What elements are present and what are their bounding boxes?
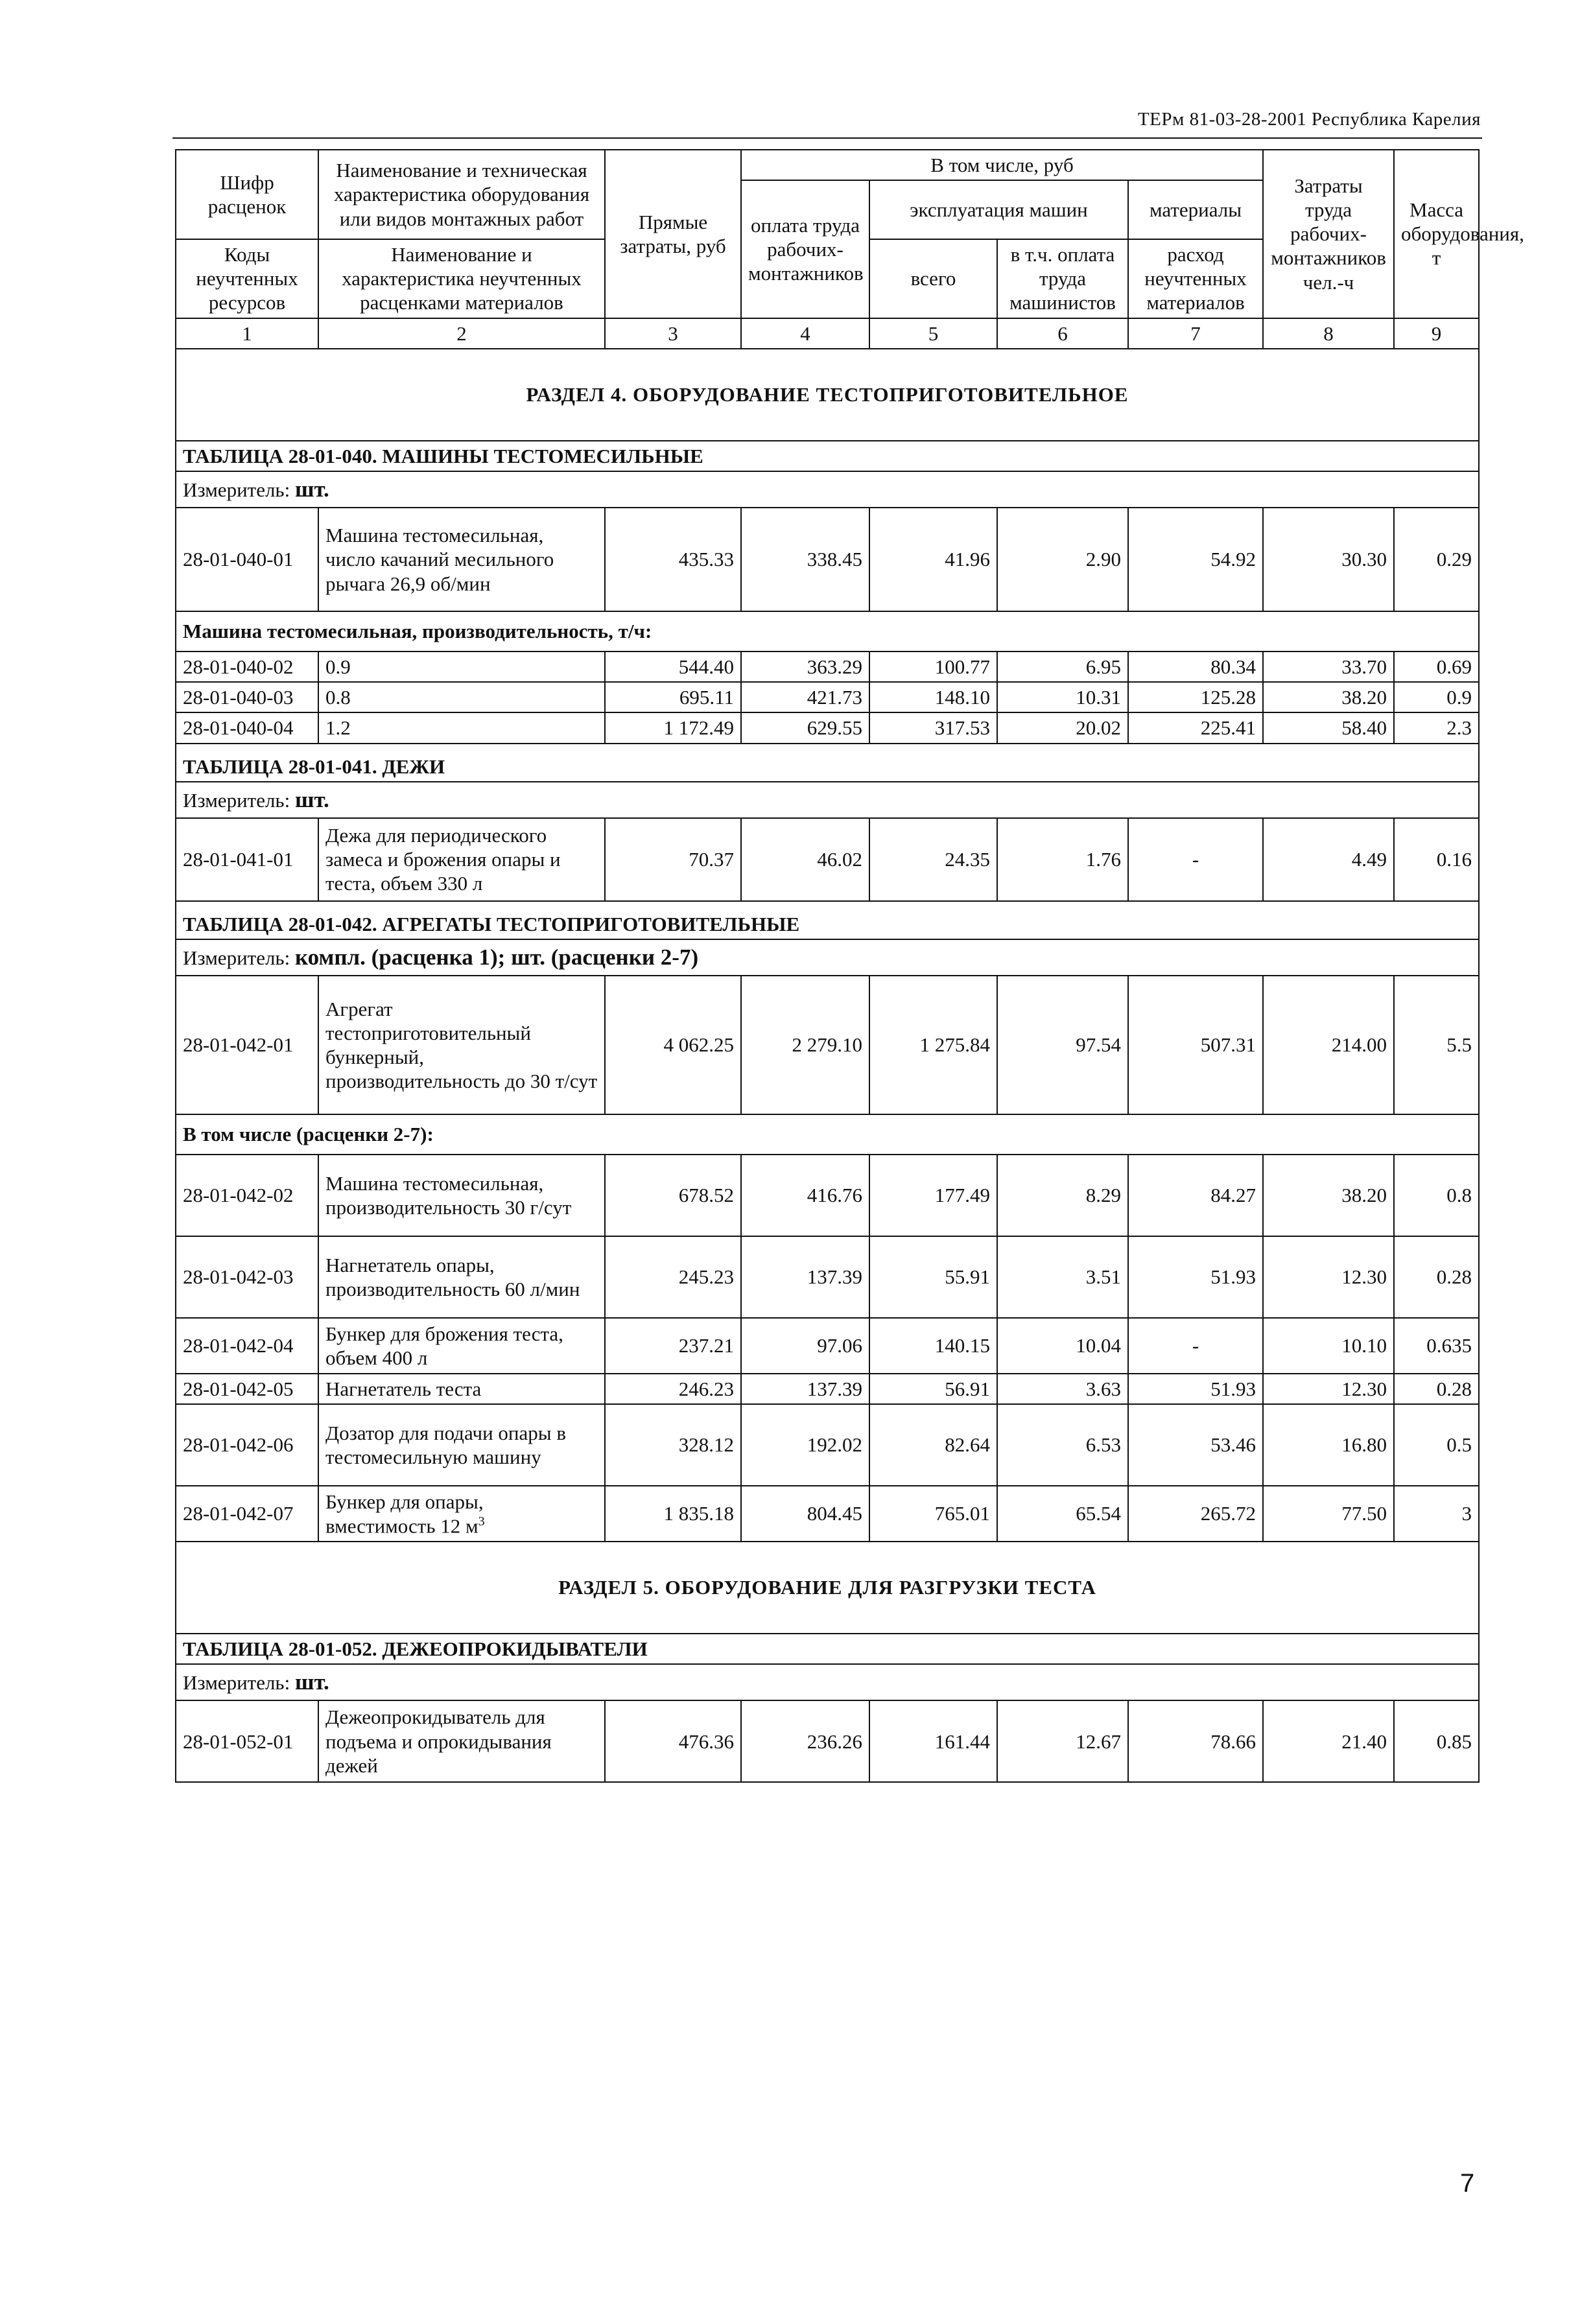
col-number: 5 xyxy=(869,318,997,349)
table-052-measure-row xyxy=(176,1664,1479,1700)
materials: 80.34 xyxy=(1128,651,1263,682)
header-rule xyxy=(172,137,1482,139)
direct-costs: 4 062.25 xyxy=(605,976,741,1114)
machines-total: 148.10 xyxy=(869,682,997,712)
materials: 54.92 xyxy=(1128,508,1263,611)
labor-pay: 416.76 xyxy=(741,1155,869,1236)
rate-name: Нагнетатель опары, производительность 60 л/мин xyxy=(318,1236,605,1318)
col-materials-sub-header: расход неучтенных материалов xyxy=(1128,239,1263,318)
machines-total: 41.96 xyxy=(869,508,997,611)
rate-name xyxy=(318,1486,605,1542)
table-row xyxy=(176,818,1479,901)
rate-name: 1.2 xyxy=(318,712,605,743)
direct-costs: 70.37 xyxy=(605,818,741,901)
labor-hours: 38.20 xyxy=(1263,1155,1394,1236)
direct-costs: 678.52 xyxy=(605,1155,741,1236)
labor-pay: 46.02 xyxy=(741,818,869,901)
rate-code: 28-01-052-01 xyxy=(176,1700,318,1782)
materials: - xyxy=(1128,1318,1263,1374)
labor-hours: 16.80 xyxy=(1263,1404,1394,1486)
table-row xyxy=(176,1700,1479,1782)
table-052-title-row xyxy=(176,1634,1479,1664)
labor-hours: 4.49 xyxy=(1263,818,1394,901)
table-row xyxy=(176,1318,1479,1374)
labor-hours: 10.10 xyxy=(1263,1318,1394,1374)
section-4-row xyxy=(176,349,1479,441)
table-040-title-row xyxy=(176,441,1479,471)
measure-unit: шт. xyxy=(294,1669,329,1695)
mass: 2.3 xyxy=(1394,712,1479,743)
mass: 3 xyxy=(1394,1486,1479,1542)
direct-costs: 237.21 xyxy=(605,1318,741,1374)
materials: 125.28 xyxy=(1128,682,1263,712)
col-materials-header: материалы xyxy=(1128,180,1263,239)
measure-unit: шт. xyxy=(294,786,329,812)
col-number: 1 xyxy=(176,318,318,349)
col-name-header: Наименование и техническая характеристика оборудования или видов монтажных работ xyxy=(318,150,605,239)
rate-name: Агрегат тестоприготовительный бункерный, производительность до 30 т/сут xyxy=(318,976,605,1114)
machines-total: 161.44 xyxy=(869,1700,997,1782)
machinist-pay: 10.31 xyxy=(997,682,1128,712)
materials: 507.31 xyxy=(1128,976,1263,1114)
col-number: 9 xyxy=(1394,318,1479,349)
machines-total: 765.01 xyxy=(869,1486,997,1542)
materials: 51.93 xyxy=(1128,1236,1263,1318)
rate-code: 28-01-042-05 xyxy=(176,1374,318,1404)
machines-total: 24.35 xyxy=(869,818,997,901)
machinist-pay: 6.95 xyxy=(997,651,1128,682)
section-5-row xyxy=(176,1542,1479,1634)
labor-pay: 804.45 xyxy=(741,1486,869,1542)
labor-pay: 363.29 xyxy=(741,651,869,682)
machinist-pay: 3.63 xyxy=(997,1374,1128,1404)
direct-costs: 544.40 xyxy=(605,651,741,682)
measure-unit: компл. (расценка 1); шт. (расценки 2-7) xyxy=(294,944,699,970)
machinist-pay: 65.54 xyxy=(997,1486,1128,1542)
rate-code: 28-01-042-02 xyxy=(176,1155,318,1236)
table-row xyxy=(176,1155,1479,1236)
materials: 51.93 xyxy=(1128,1374,1263,1404)
rate-code: 28-01-040-04 xyxy=(176,712,318,743)
col-number: 8 xyxy=(1263,318,1394,349)
col-number: 6 xyxy=(997,318,1128,349)
machines-total: 56.91 xyxy=(869,1374,997,1404)
rate-code: 28-01-042-03 xyxy=(176,1236,318,1318)
machinist-pay: 3.51 xyxy=(997,1236,1128,1318)
table-042-subtitle: В том числе (расценки 2-7): xyxy=(176,1114,1479,1155)
col-cipher-header: Шифр расценок xyxy=(176,150,318,239)
mass: 0.28 xyxy=(1394,1374,1479,1404)
rate-code: 28-01-042-04 xyxy=(176,1318,318,1374)
section-5-title: РАЗДЕЛ 5. ОБОРУДОВАНИЕ ДЛЯ РАЗГРУЗКИ ТЕСТА xyxy=(176,1542,1479,1634)
mass: 0.635 xyxy=(1394,1318,1479,1374)
measure-label: Измеритель: xyxy=(183,1671,290,1695)
rate-code: 28-01-040-02 xyxy=(176,651,318,682)
rate-name: Нагнетатель теста xyxy=(318,1374,605,1404)
col-machinist-pay-header: в т.ч. оплата труда машинистов xyxy=(997,239,1128,318)
machinist-pay: 20.02 xyxy=(997,712,1128,743)
table-040-title: ТАБЛИЦА 28-01-040. МАШИНЫ ТЕСТОМЕСИЛЬНЫЕ xyxy=(176,441,1479,471)
rate-code: 28-01-040-03 xyxy=(176,682,318,712)
machinist-pay: 1.76 xyxy=(997,818,1128,901)
col-number: 3 xyxy=(605,318,741,349)
labor-hours: 33.70 xyxy=(1263,651,1394,682)
labor-pay: 629.55 xyxy=(741,712,869,743)
mass: 0.28 xyxy=(1394,1236,1479,1318)
labor-pay: 192.02 xyxy=(741,1404,869,1486)
table-row xyxy=(176,1236,1479,1318)
rate-code: 28-01-041-01 xyxy=(176,818,318,901)
col-name-header-2: Наименование и характеристика неучтенных расценками материалов xyxy=(318,239,605,318)
labor-hours: 12.30 xyxy=(1263,1374,1394,1404)
labor-hours: 30.30 xyxy=(1263,508,1394,611)
rate-code: 28-01-042-01 xyxy=(176,976,318,1114)
col-mass-header: Масса оборудования, т xyxy=(1394,150,1479,318)
machinist-pay: 8.29 xyxy=(997,1155,1128,1236)
measure-unit: шт. xyxy=(294,476,329,502)
mass: 0.5 xyxy=(1394,1404,1479,1486)
direct-costs: 328.12 xyxy=(605,1404,741,1486)
rate-code: 28-01-042-07 xyxy=(176,1486,318,1542)
labor-hours: 12.30 xyxy=(1263,1236,1394,1318)
labor-pay: 137.39 xyxy=(741,1236,869,1318)
mass: 0.29 xyxy=(1394,508,1479,611)
direct-costs: 246.23 xyxy=(605,1374,741,1404)
page-number: 7 xyxy=(1460,2169,1475,2198)
table-052-title: ТАБЛИЦА 28-01-052. ДЕЖЕОПРОКИДЫВАТЕЛИ xyxy=(176,1634,1479,1664)
machinist-pay: 12.67 xyxy=(997,1700,1128,1782)
materials: 53.46 xyxy=(1128,1404,1263,1486)
table-row xyxy=(176,651,1479,682)
measure-label: Измеритель: xyxy=(183,946,290,969)
table-041-measure-row xyxy=(176,782,1479,818)
table-042-title: ТАБЛИЦА 28-01-042. АГРЕГАТЫ ТЕСТОПРИГОТОВИТЕЛЬНЫЕ xyxy=(176,901,1479,939)
cubic-superscript: 3 xyxy=(478,1514,485,1529)
machines-total: 177.49 xyxy=(869,1155,997,1236)
machines-total: 317.53 xyxy=(869,712,997,743)
direct-costs: 1 172.49 xyxy=(605,712,741,743)
rate-code: 28-01-042-06 xyxy=(176,1404,318,1486)
direct-costs: 1 835.18 xyxy=(605,1486,741,1542)
table-row xyxy=(176,976,1479,1114)
rate-name: 0.8 xyxy=(318,682,605,712)
table-040-measure-row xyxy=(176,471,1479,508)
measure-label: Измеритель: xyxy=(183,478,290,501)
col-labor-pay-header: оплата труда рабочих-монтажников xyxy=(741,180,869,318)
mass: 0.16 xyxy=(1394,818,1479,901)
rate-name: Машина тестомесильная, число качаний месильного рычага 26,9 об/мин xyxy=(318,508,605,611)
col-labor-costs-header: Затраты труда рабочих-монтажников чел.-ч xyxy=(1263,150,1394,318)
mass: 0.8 xyxy=(1394,1155,1479,1236)
labor-pay: 421.73 xyxy=(741,682,869,712)
rate-name-text: Бункер для опары, вместимость 12 м xyxy=(325,1490,484,1538)
table-row xyxy=(176,712,1479,743)
labor-pay: 2 279.10 xyxy=(741,976,869,1114)
document-code: ТЕРм 81-03-28-2001 Республика Карелия xyxy=(1137,109,1481,130)
machines-total: 140.15 xyxy=(869,1318,997,1374)
materials: 225.41 xyxy=(1128,712,1263,743)
labor-pay: 236.26 xyxy=(741,1700,869,1782)
labor-hours: 21.40 xyxy=(1263,1700,1394,1782)
direct-costs: 476.36 xyxy=(605,1700,741,1782)
col-number: 2 xyxy=(318,318,605,349)
machinist-pay: 97.54 xyxy=(997,976,1128,1114)
rates-table xyxy=(175,149,1524,1783)
col-incl-header: В том числе, руб xyxy=(741,150,1263,180)
materials: 84.27 xyxy=(1128,1155,1263,1236)
labor-hours: 77.50 xyxy=(1263,1486,1394,1542)
table-row xyxy=(176,682,1479,712)
table-row xyxy=(176,1404,1479,1486)
rate-name: 0.9 xyxy=(318,651,605,682)
machines-total: 100.77 xyxy=(869,651,997,682)
table-042-title-row xyxy=(176,901,1479,939)
machines-total: 55.91 xyxy=(869,1236,997,1318)
materials: 78.66 xyxy=(1128,1700,1263,1782)
header-row-1 xyxy=(176,150,1479,180)
section-4-title: РАЗДЕЛ 4. ОБОРУДОВАНИЕ ТЕСТОПРИГОТОВИТЕЛЬНОЕ xyxy=(176,349,1479,441)
rate-name: Дозатор для подачи опары в тестомесильную машину xyxy=(318,1404,605,1486)
table-042-measure-row xyxy=(176,939,1479,976)
labor-hours: 38.20 xyxy=(1263,682,1394,712)
table-040-subtitle: Машина тестомесильная, производительность, т/ч: xyxy=(176,611,1479,651)
rate-name: Дежеопрокидыватель для подъема и опрокидывания дежей xyxy=(318,1700,605,1782)
labor-pay: 338.45 xyxy=(741,508,869,611)
machines-total: 1 275.84 xyxy=(869,976,997,1114)
col-direct-header: Прямые затраты, руб xyxy=(605,150,741,318)
table-row xyxy=(176,508,1479,611)
table-row xyxy=(176,1486,1479,1542)
materials: 265.72 xyxy=(1128,1486,1263,1542)
mass: 0.85 xyxy=(1394,1700,1479,1782)
labor-pay: 137.39 xyxy=(741,1374,869,1404)
labor-hours: 214.00 xyxy=(1263,976,1394,1114)
rate-name: Бункер для брожения теста, объем 400 л xyxy=(318,1318,605,1374)
machinist-pay: 10.04 xyxy=(997,1318,1128,1374)
column-numbers-row xyxy=(176,318,1479,349)
col-machines-header: эксплуатация машин xyxy=(869,180,1128,239)
table-041-title: ТАБЛИЦА 28-01-041. ДЕЖИ xyxy=(176,744,1479,782)
labor-pay: 97.06 xyxy=(741,1318,869,1374)
rate-code: 28-01-040-01 xyxy=(176,508,318,611)
col-machines-total-header: всего xyxy=(869,239,997,318)
mass: 0.69 xyxy=(1394,651,1479,682)
direct-costs: 695.11 xyxy=(605,682,741,712)
table-040-subtitle-row xyxy=(176,611,1479,651)
machinist-pay: 2.90 xyxy=(997,508,1128,611)
direct-costs: 435.33 xyxy=(605,508,741,611)
machines-total: 82.64 xyxy=(869,1404,997,1486)
rate-name: Дежа для периодического замеса и брожения опары и теста, объем 330 л xyxy=(318,818,605,901)
col-number: 4 xyxy=(741,318,869,349)
col-number: 7 xyxy=(1128,318,1263,349)
direct-costs: 245.23 xyxy=(605,1236,741,1318)
rate-name: Машина тестомесильная, производительность 30 г/сут xyxy=(318,1155,605,1236)
table-042-subtitle-row xyxy=(176,1114,1479,1155)
mass: 5.5 xyxy=(1394,976,1479,1114)
machinist-pay: 6.53 xyxy=(997,1404,1128,1486)
labor-hours: 58.40 xyxy=(1263,712,1394,743)
table-row xyxy=(176,1374,1479,1404)
materials: - xyxy=(1128,818,1263,901)
col-codes-header: Коды неучтенных ресурсов xyxy=(176,239,318,318)
mass: 0.9 xyxy=(1394,682,1479,712)
table-041-title-row xyxy=(176,744,1479,782)
measure-label: Измеритель: xyxy=(183,788,290,812)
